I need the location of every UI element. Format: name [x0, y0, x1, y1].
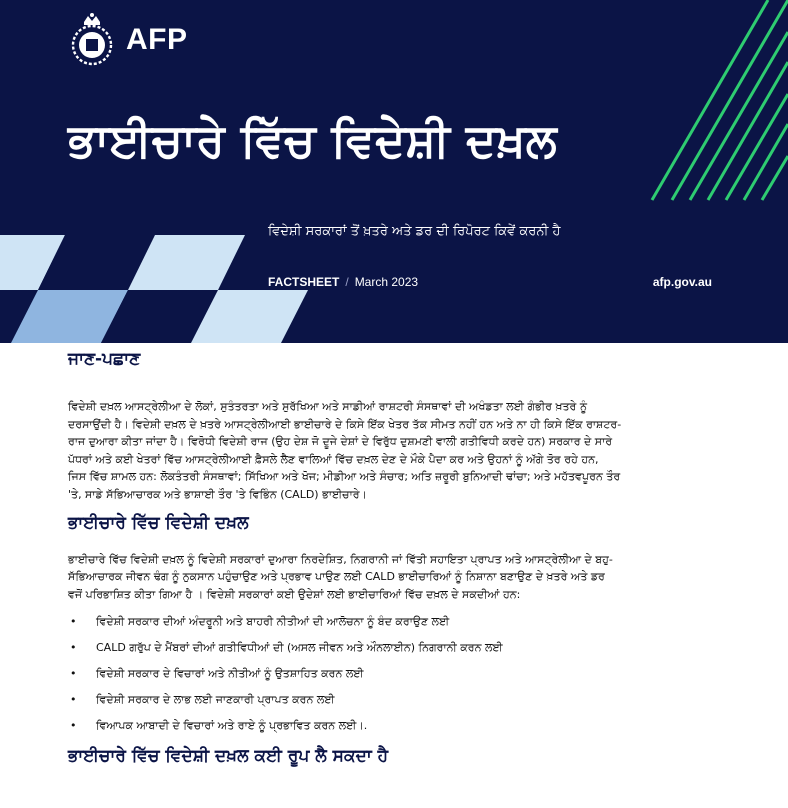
meta-separator: /: [345, 275, 349, 289]
intro-line: 'ਤੇ, ਸਾਡੇ ਸੱਭਿਆਚਾਰਕ ਅਤੇ ਭਾਸ਼ਾਈ ਤੌਰ 'ਤੇ ਵਿਭਿੰਨ (CALD) ਭਾਈਚਾਰੇ।: [68, 487, 367, 501]
purposes-list: [68, 613, 728, 734]
intro-line: ਵਿਦੇਸ਼ੀ ਦਖ਼ਲ ਆਸਟ੍ਰੇਲੀਆ ਦੇ ਲੋਕਾਂ, ਸੁਤੰਤਰਤਾ ਅਤੇ ਸੁਰੱਖਿਆ ਅਤੇ ਸਾਡੀਆਂ ਰਾਸ਼ਟਰੀ ਸੰਸਥਾਵਾਂ ਦੀ ਅਖੰਡਤਾ ਲਈ ਗੰਭੀਰ ਖ਼ਤਰੇ ਨੂੰ: [68, 400, 587, 413]
intro-line: ਪੱਧਰਾਂ ਅਤੇ ਕਈ ਖੇਤਰਾਂ ਵਿੱਚ ਆਸਟ੍ਰੇਲੀਆਈ ਫ਼ੈਸਲੇ ਲੈਣ ਵਾਲਿਆਂ ਵਿੱਚ ਦਖ਼ਲ ਦੇਣ ਦੇ ਮੌਕੇ ਪੈਦਾ ਕਰ ਅਤੇ ਉਹਨਾਂ ਨੂੰ ਅੱਗੇ ਤੋਰ ਰਹੇ ਹਨ,: [68, 452, 599, 466]
intro-paragraph: [68, 398, 728, 504]
afp-wordmark: AFP: [126, 23, 188, 56]
intro-line: ਦਰਸਾਉਂਦੀ ਹੈ। ਵਿਦੇਸ਼ੀ ਦਖ਼ਲ ਦੇ ਖ਼ਤਰੇ ਆਸਟ੍ਰੇਲੀਆਈ ਭਾਈਚਾਰੇ ਦੇ ਕਿਸੇ ਇੱਕ ਖੇਤਰ ਤੱਕ ਸੀਮਤ ਨਹੀਂ ਹਨ ਅਤੇ ਨਾ ਹੀ ਕਿਸੇ ਇੱਕ ਰਾਸ਼ਟਰ-: [68, 417, 622, 431]
doc-date: March 2023: [354, 275, 419, 289]
list-item-text: CALD ਗਰੁੱਪ ਦੇ ਮੈਂਬਰਾਂ ਦੀਆਂ ਗਤੀਵਿਧੀਆਂ ਦੀ (ਅਸਲ ਜੀਵਨ ਅਤੇ ਔਨਲਾਈਨ) ਨਿਗਰਾਨੀ ਕਰਨ ਲਈ: [96, 641, 503, 655]
header-banner: [0, 0, 788, 343]
heading-community-interference: ਭਾਈਚਾਰੇ ਵਿੱਚ ਵਿਦੇਸ਼ੀ ਦਖ਼ਲ: [68, 512, 249, 533]
list-item-text: ਵਿਆਪਕ ਆਬਾਦੀ ਦੇ ਵਿਚਾਰਾਂ ਅਤੇ ਰਾਏ ਨੂੰ ਪ੍ਰਭਾਵਿਤ ਕਰਨ ਲਈ।.: [96, 719, 368, 733]
doc-type-label: FACTSHEET: [268, 275, 340, 289]
heading-forms-of-interference: ਭਾਈਚਾਰੇ ਵਿੱਚ ਵਿਦੇਸ਼ੀ ਦਖ਼ਲ ਕਈ ਰੂਪ ਲੈ ਸਕਦਾ ਹੈ: [68, 746, 389, 767]
document-title: ਭਾਈਚਾਰੇ ਵਿੱਚ ਵਿਦੇਸ਼ੀ ਦਖ਼ਲ: [68, 113, 557, 167]
document-subtitle: ਵਿਦੇਸ਼ੀ ਸਰਕਾਰਾਂ ਤੋਂ ਖ਼ਤਰੇ ਅਤੇ ਡਰ ਦੀ ਰਿਪੋਰਟ ਕਿਵੇਂ ਕਰਨੀ ਹੈ: [268, 224, 561, 239]
list-item-text: ਵਿਦੇਸ਼ੀ ਸਰਕਾਰ ਦੇ ਵਿਚਾਰਾਂ ਅਤੇ ਨੀਤੀਆਂ ਨੂੰ ਉਤਸ਼ਾਹਿਤ ਕਰਨ ਲਈ: [96, 667, 364, 681]
list-item: [68, 639, 728, 656]
afp-logo[interactable]: [68, 12, 188, 68]
bullet-icon: •: [70, 719, 77, 733]
bullet-icon: •: [70, 615, 77, 629]
heading-introduction: ਜਾਣ-ਪਛਾਣ: [68, 349, 141, 369]
list-item: [68, 613, 728, 630]
bullet-icon: •: [70, 693, 77, 707]
website-link[interactable]: afp.gov.au: [652, 275, 712, 289]
bullet-icon: •: [70, 641, 77, 655]
bullet-icon: •: [70, 667, 77, 681]
intro-line: ਜਿਸ ਵਿੱਚ ਸ਼ਾਮਲ ਹਨ: ਲੋਕਤੰਤਰੀ ਸੰਸਥਾਵਾਂ; ਸਿੱਖਿਆ ਅਤੇ ਖੋਜ; ਮੀਡੀਆ ਅਤੇ ਸੰਚਾਰ; ਅਤਿ ਜ਼ਰੂਰੀ ਬੁਨਿਆਦੀ ਢਾਂਚਾ; ਅਤੇ ਮਹੱਤਵਪੂਰਨ ਤੌਰ: [68, 470, 621, 484]
community-paragraph: [68, 551, 728, 604]
community-line: ਸੱਭਿਆਚਾਰਕ ਜੀਵਨ ਢੰਗ ਨੂੰ ਨੁਕਸਾਨ ਪਹੁੰਚਾਉਣ ਅਤੇ ਪ੍ਰਭਾਵ ਪਾਉਣ ਲਈ CALD ਭਾਈਚਾਰਿਆਂ ਨੂੰ ਨਿਸ਼ਾਨਾ ਬਣਾਉਣ ਦੇ ਖ਼ਤਰੇ ਅਤੇ ਡਰ: [68, 570, 605, 584]
community-line: ਭਾਈਚਾਰੇ ਵਿੱਚ ਵਿਦੇਸ਼ੀ ਦਖ਼ਲ ਨੂੰ ਵਿਦੇਸ਼ੀ ਸਰਕਾਰਾਂ ਦੁਆਰਾ ਨਿਰਦੇਸ਼ਿਤ, ਨਿਗਰਾਨੀ ਜਾਂ ਵਿੱਤੀ ਸਹਾਇਤਾ ਪ੍ਰਾਪਤ ਅਤੇ ਆਸਟ੍ਰੇਲੀਆ ਦੇ ਬਹੁ-: [68, 552, 613, 566]
document-meta: [268, 275, 418, 289]
list-item: [68, 691, 728, 708]
community-line: ਵਜੋਂ ਪਰਿਭਾਸ਼ਿਤ ਕੀਤਾ ਗਿਆ ਹੈ । ਵਿਦੇਸ਼ੀ ਸਰਕਾਰਾਂ ਕਈ ਉਦੇਸ਼ਾਂ ਲਈ ਭਾਈਚਾਰਿਆਂ ਵਿੱਚ ਦਖ਼ਲ ਦੇ ਸਕਦੀਆਂ ਹਨ:: [68, 587, 521, 601]
list-item-text: ਵਿਦੇਸ਼ੀ ਸਰਕਾਰ ਦੀਆਂ ਅੰਦਰੂਨੀ ਅਤੇ ਬਾਹਰੀ ਨੀਤੀਆਂ ਦੀ ਆਲੋਚਨਾ ਨੂੰ ਬੰਦ ਕਰਾਉਣ ਲਈ: [96, 615, 450, 629]
intro-line: ਰਾਜ ਦੁਆਰਾ ਕੀਤਾ ਜਾਂਦਾ ਹੈ। ਵਿਰੋਧੀ ਵਿਦੇਸ਼ੀ ਰਾਜ (ਉਹ ਦੇਸ਼ ਜੋ ਦੂਜੇ ਦੇਸ਼ਾਂ ਦੇ ਵਿਰੁੱਧ ਦੁਸ਼ਮਣੀ ਵਾਲੀ ਗਤੀਵਿਧੀ ਕਰਦੇ ਹਨ) ਸਰਕਾਰ ਦੇ ਸਾਰੇ: [68, 435, 613, 449]
list-item-text: ਵਿਦੇਸ਼ੀ ਸਰਕਾਰ ਦੇ ਲਾਭ ਲਈ ਜਾਣਕਾਰੀ ਪ੍ਰਾਪਤ ਕਰਨ ਲਈ: [96, 693, 335, 707]
main-content: [68, 346, 728, 769]
list-item: [68, 665, 728, 682]
list-item: [68, 717, 728, 734]
afp-crest-icon: [68, 12, 116, 68]
